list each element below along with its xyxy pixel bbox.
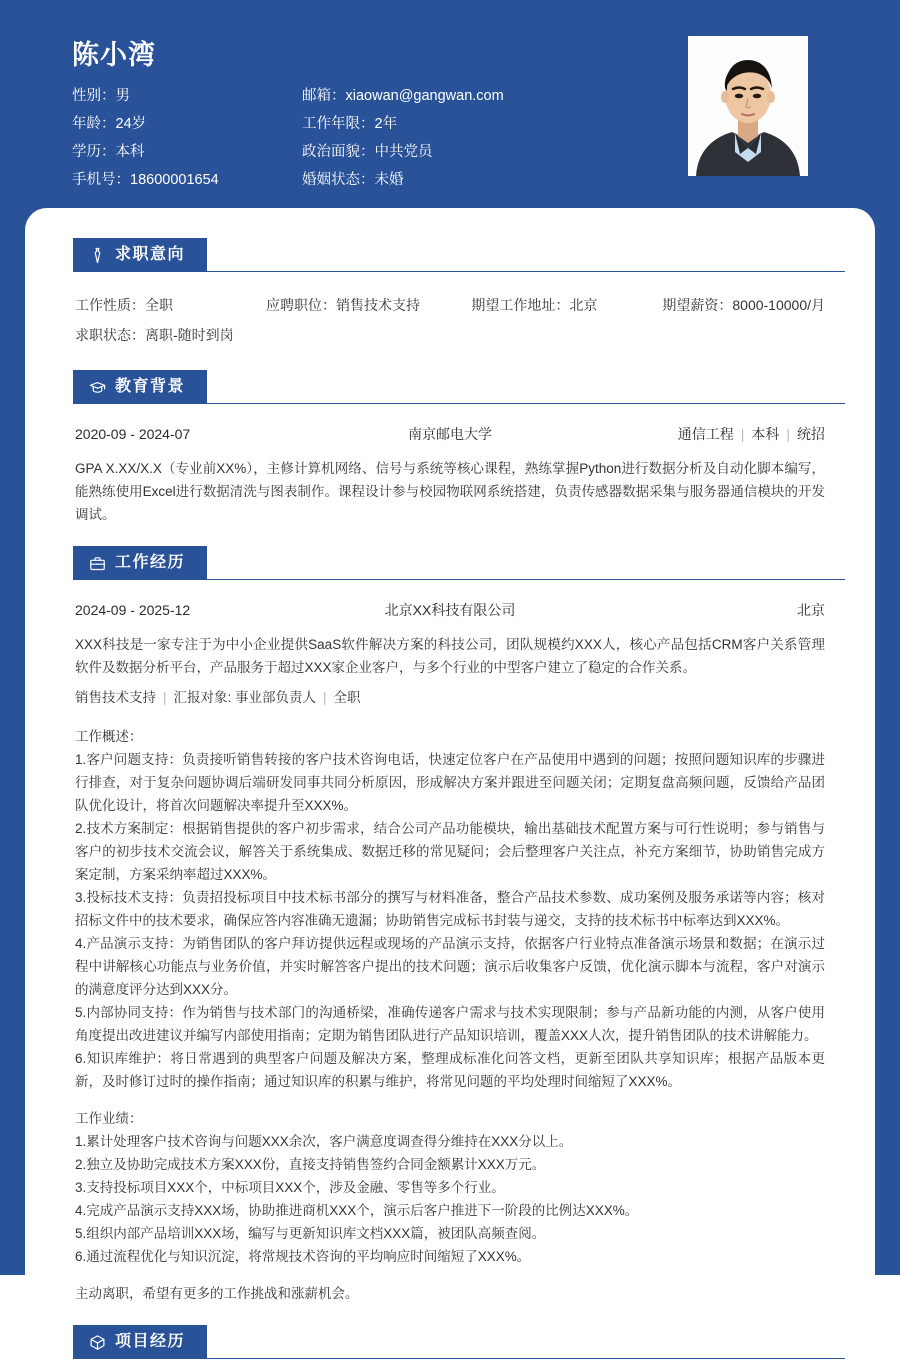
section-title-project-experience: 项目经历 [115, 1333, 186, 1350]
work-achievement-item: 4.完成产品演示支持XXX场，协助推进商机XXX个，演示后客户推进下一阶段的比例达XXX%。 [75, 1203, 639, 1218]
work-entry-header [75, 598, 825, 622]
profile-field-gender-label: 性别： [72, 88, 116, 104]
portrait-photo-icon [688, 36, 808, 176]
work-duty-item: 3.投标技术支持：负责招投标项目中技术标书部分的撰写与材料准备，整合产品技术参数、成功案例及服务承诺等内容；核对招标文件中的技术要求，确保应答内容准确无遗漏；协助销售完成标书封装与递交，支持的技术标书中标率达到XXX%。 [75, 890, 825, 928]
field-target-location [471, 290, 662, 320]
work-tags [75, 685, 825, 711]
profile-meta-row [72, 138, 632, 166]
work-tag-position: 销售技术支持 [75, 690, 156, 705]
section-body-work-experience [55, 580, 845, 1321]
work-tag-report-to: 汇报对象: 事业部负责人 [173, 690, 317, 705]
job-intention-row-2 [75, 320, 825, 350]
box-icon [89, 1334, 106, 1351]
profile-field-experience [302, 110, 632, 138]
work-company-description: XXX科技是一家专注于为中小企业提供SaaS软件解决方案的科技公司，团队规模约XXX人，核心产品包括CRM客户关系管理软件及数据分析平台，产品服务于超过XXX家企业客户，与多个行业的中型客户建立了稳定的合作关系。 [75, 637, 825, 675]
section-body-education [55, 404, 845, 542]
section-education [55, 370, 845, 542]
field-target-position [266, 290, 471, 320]
education-date: 2020-09 - 2024-07 [75, 426, 191, 442]
field-expected-salary [662, 290, 825, 320]
field-expected-salary-value: 8000-10000/月 [732, 297, 826, 313]
education-description: GPA X.XX/X.X（专业前XX%），主修计算机网络、信号与系统等核心课程，熟练掌握Python进行数据分析及自动化脚本编写，能熟练使用Excel进行数据清洗与图表制作。课程设计参与校园物联网系统搭建，负责传感器数据采集与服务器通信模块的开发调试。 [75, 461, 825, 522]
graduation-cap-icon [89, 379, 106, 396]
field-expected-salary-label: 期望薪资： [662, 297, 733, 313]
profile-field-gender-value: 男 [115, 88, 130, 104]
profile-field-experience-value: 2年 [374, 116, 398, 132]
section-tab-work-experience [73, 546, 207, 580]
profile-field-experience-label: 工作年限： [302, 116, 375, 132]
section-tab-education [73, 370, 207, 404]
divider: | [163, 690, 167, 705]
work-duty-item: 6.知识库维护：将日常遇到的典型客户问题及解决方案，整理成标准化问答文档，更新至团队共享知识库；根据产品版本更新，及时修订过时的操作指南；通过知识库的积累与维护，将常见问题的平均处理时间缩短了XXX%。 [75, 1051, 825, 1089]
section-header-education [55, 370, 845, 404]
profile-field-education-value: 本科 [115, 144, 145, 160]
education-school: 南京邮电大学 [408, 426, 492, 442]
divider: | [786, 426, 790, 442]
content-sheet [25, 208, 875, 1363]
divider: | [323, 690, 327, 705]
field-target-position-value: 销售技术支持 [336, 297, 421, 313]
profile-field-phone [72, 166, 302, 194]
work-overview-label: 工作概述： [75, 729, 143, 744]
profile-meta-grid [72, 82, 632, 194]
education-degree: 本科 [751, 426, 780, 442]
avatar [688, 36, 808, 176]
section-title-education: 教育背景 [115, 378, 186, 395]
section-work-experience [55, 546, 845, 1321]
work-duty-item: 1.客户问题支持：负责接听销售转接的客户技术咨询电话，快速定位客户在产品使用中遇到的问题；按照问题知识库的步骤进行排查，对于复杂问题协调后端研发同事共同分析原因，形成解决方案并跟进至问题关闭；定期复盘高频问题，反馈给产品团队优化设计，将首次问题解决率提升至XXX%。 [75, 752, 825, 813]
section-job-intention [55, 238, 845, 366]
profile-meta-row [72, 166, 632, 194]
profile-field-age [72, 110, 302, 138]
section-header-project-experience [55, 1325, 845, 1359]
profile-field-political [302, 138, 632, 166]
work-achievement-item: 2.独立及协助完成技术方案XXX份，直接支持销售签约合同金额累计XXX万元。 [75, 1157, 546, 1172]
work-achievement-item: 3.支持投标项目XXX个，中标项目XXX个，涉及金融、零售等多个行业。 [75, 1180, 505, 1195]
section-header-work-experience [55, 546, 845, 580]
divider: | [740, 426, 745, 442]
profile-field-marital [302, 166, 632, 194]
field-job-type [75, 290, 266, 320]
profile-field-email-label: 邮箱： [302, 88, 346, 104]
profile-field-phone-label: 手机号： [72, 172, 130, 188]
field-job-type-value: 全职 [145, 297, 173, 313]
section-title-job-intention: 求职意向 [115, 246, 186, 263]
field-target-location-label: 期望工作地址： [471, 297, 570, 313]
profile-field-education-label: 学历： [72, 144, 116, 160]
tie-icon [89, 247, 106, 264]
section-header-job-intention [55, 238, 845, 272]
work-company: 北京XX科技有限公司 [384, 602, 516, 618]
profile-field-political-label: 政治面貌： [302, 144, 375, 160]
work-date: 2024-09 - 2025-12 [75, 602, 191, 618]
section-project-experience [55, 1325, 845, 1359]
profile-field-education [72, 138, 302, 166]
education-admission: 统招 [797, 426, 825, 442]
section-tab-project-experience [73, 1325, 207, 1359]
field-target-position-label: 应聘职位： [266, 297, 337, 313]
profile-field-marital-label: 婚姻状态： [302, 172, 375, 188]
work-achievement-item: 6.通过流程优化与知识沉淀，将常规技术咨询的平均响应时间缩短了XXX%。 [75, 1249, 531, 1264]
field-job-status-value: 离职-随时到岗 [145, 327, 234, 343]
section-tab-job-intention [73, 238, 207, 272]
field-job-status-label: 求职状态： [75, 327, 145, 343]
education-major: 通信工程 [677, 426, 734, 442]
profile-field-age-label: 年龄： [72, 116, 116, 132]
profile-field-marital-value: 未婚 [374, 172, 404, 188]
page-title: 陈小湾 [72, 40, 156, 70]
education-entry-header [75, 422, 825, 446]
field-target-location-value: 北京 [569, 297, 598, 313]
profile-field-age-value: 24岁 [115, 116, 147, 132]
work-achievement-item: 1.累计处理客户技术咨询与问题XXX余次，客户满意度调查得分维持在XXX分以上。 [75, 1134, 573, 1149]
work-duty-item: 2.技术方案制定：根据销售提供的客户初步需求，结合公司产品功能模块，输出基础技术配置方案与可行性说明；参与销售与客户的初步技术交流会议，解答关于系统集成、数据迁移的常见疑问；会后整理客户关注点，补充方案细节，协助销售完成方案定制，方案采纳率超过XXX%。 [75, 821, 825, 882]
job-intention-row-1 [75, 290, 825, 320]
work-duty-item: 5.内部协同支持：作为销售与技术部门的沟通桥梁，准确传递客户需求与技术实现限制；参与产品新功能的内测，从客户使用角度提出改进建议并编写内部使用指南；定期为销售团队进行产品知识培训，覆盖XXX人次，提升销售团队的技术讲解能力。 [75, 1005, 825, 1043]
profile-field-gender [72, 82, 302, 110]
profile-meta-row [72, 82, 632, 110]
profile-field-political-value: 中共党员 [374, 144, 433, 160]
work-tag-job-type: 全职 [333, 690, 361, 705]
section-title-work-experience: 工作经历 [115, 554, 186, 571]
work-achievement-item: 5.组织内部产品培训XXX场，编写与更新知识库文档XXX篇，被团队高频查阅。 [75, 1226, 546, 1241]
education-meta [525, 422, 825, 446]
work-location: 北京 [797, 602, 825, 618]
work-achievements-label: 工作业绩： [75, 1111, 143, 1126]
field-job-type-label: 工作性质： [75, 297, 145, 313]
profile-field-email [302, 82, 632, 110]
profile-field-email-value: xiaowan@gangwan.com [345, 88, 504, 104]
field-job-status [75, 320, 275, 350]
header-content [0, 0, 900, 208]
work-duty-item: 4.产品演示支持：为销售团队的客户拜访提供远程或现场的产品演示支持，依据客户行业特点准备演示场景和数据；在演示过程中讲解核心功能点与业务价值，并实时解答客户提出的技术问题；演示后收集客户反馈，优化演示脚本与流程，客户对演示的满意度评分达到XXX分。 [75, 936, 825, 997]
briefcase-icon [89, 555, 106, 572]
work-leave-reason: 主动离职，希望有更多的工作挑战和涨薪机会。 [75, 1286, 359, 1301]
profile-meta-row [72, 110, 632, 138]
section-body-job-intention [55, 272, 845, 366]
profile-field-phone-value: 18600001654 [130, 172, 219, 188]
